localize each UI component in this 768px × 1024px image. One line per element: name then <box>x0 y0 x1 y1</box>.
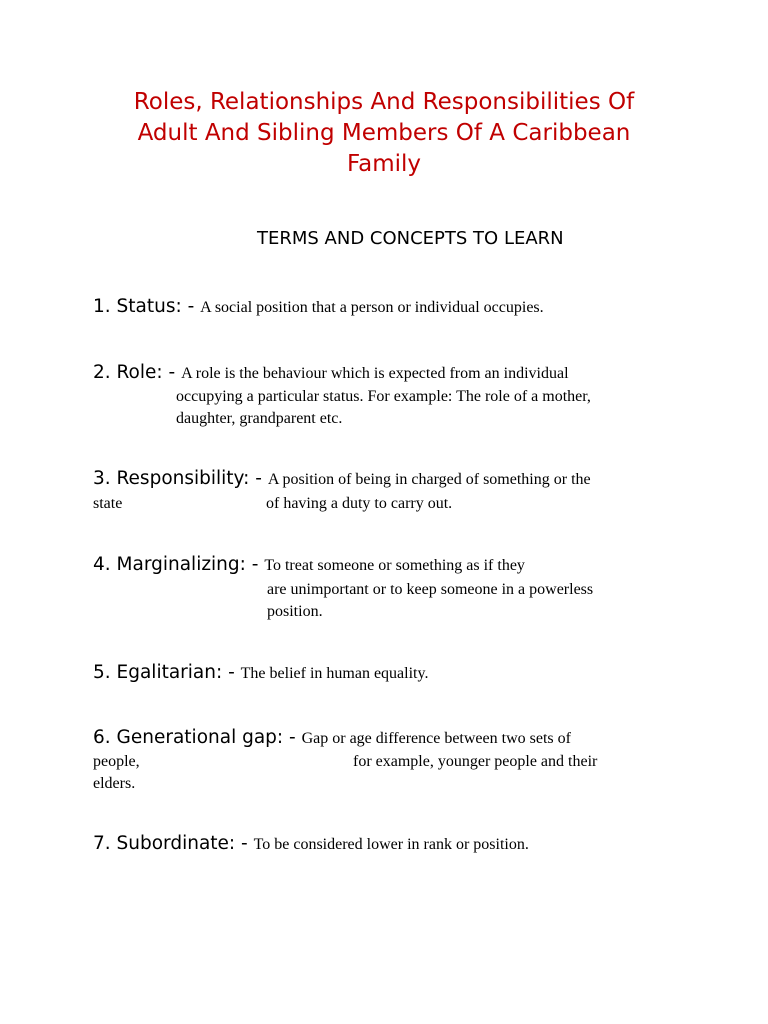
term-definition-line: of having a duty to carry out. <box>266 495 453 512</box>
term-definition-line: To treat someone or something as if they <box>264 557 525 574</box>
term-definition-line: daughter, grandparent etc. <box>176 410 343 427</box>
term-definition-line: A position of being in charged of something or the <box>267 471 591 488</box>
term-definition-line: occupying a particular status. For example: The role of a mother, <box>176 388 591 405</box>
term-definition-line: people, <box>93 753 140 770</box>
term-label-marginalizing: 4. Marginalizing: - <box>93 554 265 575</box>
term-definition-line: To be considered lower in rank or position. <box>253 836 529 853</box>
term-label-status: 1. Status: - <box>93 296 201 317</box>
section-heading: TERMS AND CONCEPTS TO LEARN <box>257 228 564 249</box>
title-line-1: Roles, Relationships And Responsibilities Of <box>133 89 635 115</box>
term-label-egalitarian: 5. Egalitarian: - <box>93 662 241 683</box>
term-definition-line: Gap or age difference between two sets of <box>301 730 571 747</box>
term-definition-line: for example, younger people and their <box>353 753 598 770</box>
term-label-generational-gap: 6. Generational gap: - <box>93 727 302 748</box>
term-definition-line: A social position that a person or individual occupies. <box>200 299 544 316</box>
document-title <box>0 87 768 180</box>
term-label-subordinate: 7. Subordinate: - <box>93 833 254 854</box>
term-definition-line: The belief in human equality. <box>240 665 429 682</box>
term-label-role: 2. Role: - <box>93 362 182 383</box>
title-line-2: Adult And Sibling Members Of A Caribbean <box>137 120 631 146</box>
title-line-3: Family <box>346 151 421 177</box>
term-definition-line: position. <box>267 603 323 620</box>
term-label-responsibility: 3. Responsibility: - <box>93 468 268 489</box>
term-definition-line: are unimportant or to keep someone in a powerless <box>267 581 594 598</box>
term-definition-line: A role is the behaviour which is expected from an individual <box>181 365 569 382</box>
term-definition-line: state <box>93 495 123 512</box>
term-definition-line: elders. <box>93 775 136 792</box>
